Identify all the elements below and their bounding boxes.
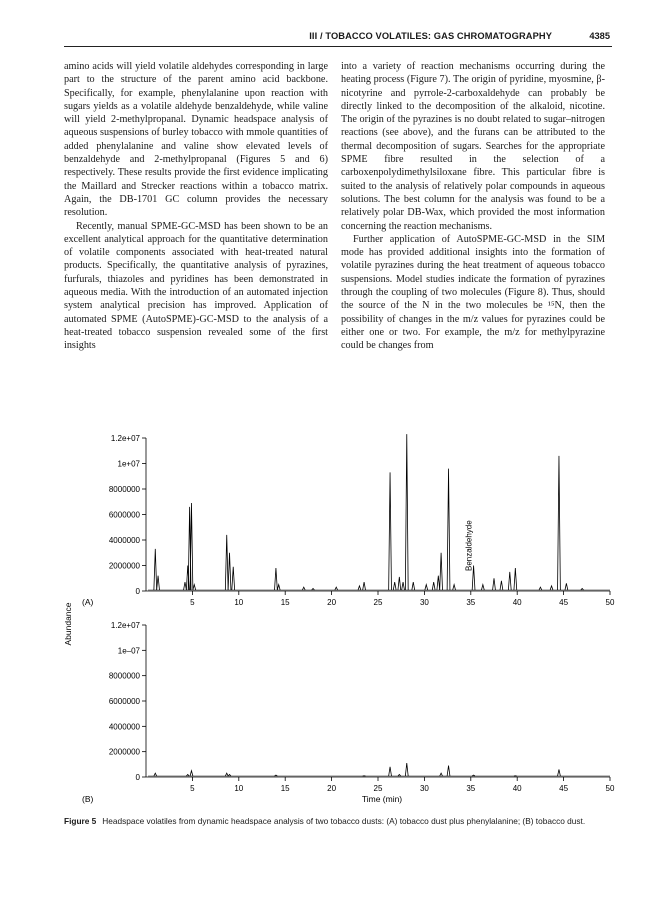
y-tick-label: 8000000 xyxy=(108,485,140,494)
chromatogram-peak xyxy=(389,767,392,776)
chromatogram-peak xyxy=(550,586,553,590)
y-tick-label: 8000000 xyxy=(108,671,140,681)
paragraph: amino acids will yield volatile aldehydes corresponding in large part to the structure of the parent amino acid backbone. Specifically, for example, phenylalanine upon reaction with sugars yields as a volatile aldehyde benzaldehyde, while valine will yield 2-methylpropanal. Dynamic headspace analysis of aqueous suspensions of burley tobacco with mmole quantities of added phenylalanine and valine show elevated levels of benzaldehyde and 2-methylpropanal (Figures 5 and 6) respectively. These results provide the first evidence implicating the Maillard and Strecker reactions within a tobacco matrix. Again, the DB-1701 GC column provides the necessary resolution. xyxy=(64,61,328,219)
figure-5 xyxy=(58,428,618,815)
x-tick-label: 25 xyxy=(373,784,383,793)
chromatogram-peak xyxy=(225,535,228,590)
y-tick-label: 4000000 xyxy=(108,722,140,732)
x-tick-label: 10 xyxy=(234,784,244,793)
chromatogram-peak xyxy=(493,578,496,590)
running-title: III / TOBACCO VOLATILES: GAS CHROMATOGRAPHY xyxy=(309,31,552,41)
y-tick-label: 2000000 xyxy=(108,747,140,757)
chromatogram-peak xyxy=(425,585,428,590)
chromatogram-peak xyxy=(500,581,503,590)
y-tick-label: 0 xyxy=(135,587,140,596)
caption-label: Figure 5 xyxy=(64,816,97,826)
x-tick-label: 5 xyxy=(190,598,195,607)
chromatogram-figure xyxy=(58,428,618,810)
y-tick-label: 1.2e+07 xyxy=(110,434,140,443)
y-tick-label: 1.2e+07 xyxy=(110,621,140,630)
chromatogram-peak xyxy=(437,576,440,590)
chromatogram-peak xyxy=(228,553,231,590)
x-tick-label: 50 xyxy=(605,598,615,607)
chromatogram-peak xyxy=(508,572,511,590)
chromatogram-peak xyxy=(402,582,405,590)
figure-caption xyxy=(64,816,616,828)
chromatogram-peak xyxy=(225,773,228,776)
chromatogram-peak xyxy=(447,766,450,776)
panel-b-label: (B) xyxy=(82,794,94,804)
chromatogram-peak xyxy=(193,585,196,590)
x-tick-label: 35 xyxy=(466,598,476,607)
chromatogram-peak xyxy=(275,568,278,590)
x-tick-label: 45 xyxy=(559,598,569,607)
left-column xyxy=(64,60,328,353)
x-tick-label: 40 xyxy=(512,598,522,607)
chromatogram-peak xyxy=(277,585,280,590)
x-tick-label: 30 xyxy=(419,784,429,793)
x-axis-title: Time (min) xyxy=(361,794,403,804)
chromatogram-peak xyxy=(358,586,361,590)
x-tick-label: 15 xyxy=(280,784,290,793)
x-tick-label: 20 xyxy=(327,598,337,607)
chromatogram-peak xyxy=(405,434,408,590)
chromatogram-peak xyxy=(363,582,366,590)
chromatogram-peak xyxy=(432,582,435,590)
chromatogram-peak xyxy=(190,503,193,590)
y-axis-title: Abundance xyxy=(63,602,73,646)
chromatogram-peak xyxy=(558,456,561,590)
page-number: 4385 xyxy=(589,31,610,41)
x-tick-label: 25 xyxy=(373,598,383,607)
chromatogram-peak xyxy=(447,469,450,590)
chromatogram-peak xyxy=(154,773,157,776)
chromatogram-peak xyxy=(405,763,408,776)
x-tick-label: 50 xyxy=(605,784,615,793)
chromatogram-peak xyxy=(514,568,517,590)
x-tick-label: 30 xyxy=(419,598,429,607)
y-tick-label: 4000000 xyxy=(108,536,140,545)
paragraph: into a variety of reaction mechanisms occurring during the heating process (Figure 7). The origin of pyridine, myosmine, β-nicotyrine and pyrrole-2-carboxaldehyde can probably be directly linked to the decomposition of the alkaloid, nicotine. The origin of the pyrazines is no doubt related to sugar–nitrogen reactions (see above), and the furans can be attributed to the thermal decomposition of sugars. Searches for the appropriate SPME fibre resulted in the selection of a carboxenpolydimethylsiloxane fibre. This particular fibre is suited to the analysis of relatively polar compounds in aqueous solutions. The best column for the analysis was found to be a relatively polar DB-Wax, which provided the most information concerning the reaction mechanisms. xyxy=(341,61,605,232)
y-tick-label: 0 xyxy=(135,773,140,782)
chromatogram-peak xyxy=(232,567,235,590)
chromatogram-peak xyxy=(558,769,561,776)
chromatogram-peak xyxy=(393,582,396,590)
chromatogram-peak xyxy=(302,587,305,590)
panel-a-label: (A) xyxy=(82,597,94,607)
y-tick-label: 2000000 xyxy=(108,561,140,571)
chromatogram-peak xyxy=(190,771,193,776)
right-column xyxy=(341,60,605,353)
peak-annotation: Benzaldehyde xyxy=(464,520,474,571)
chromatogram-peak xyxy=(440,553,443,590)
x-tick-label: 15 xyxy=(280,598,290,607)
chromatogram-peak xyxy=(481,585,484,590)
y-tick-label: 1e+07 xyxy=(117,459,140,469)
chromatogram-peak xyxy=(412,582,415,590)
paragraph: Further application of AutoSPME-GC-MSD in the SIM mode has provided additional insights into the formation of volatile pyrazines during the heat treatment of aqueous tobacco suspensions. Model studies indicate the formation of pyrazines through the coupling of two molecules (Figure 8). Thus, should the source of the N in the two molecules be ¹⁵N, then the possibility of changes in the m/z values for pyrazines could be either one or two. For example, the m/z for methylpyrazine could be changes from xyxy=(341,233,605,352)
x-tick-label: 10 xyxy=(234,598,244,607)
chromatogram-peak xyxy=(565,583,568,590)
chromatogram-peak xyxy=(389,472,392,590)
chromatogram-peak xyxy=(184,582,187,590)
paragraph: Recently, manual SPME-GC-MSD has been shown to be an excellent analytical approach for the quantitative determination of volatile components associated with heat-treated natural products. Specifically, the quantitative analysis of pyrazines, furfurals, thiazoles and pyridines has been demonstrated in aqueous media. With the introduction of an automated injection system analytical precision has improved. Application of automated SPME (AutoSPME)-GC-MSD to the analysis of a heat-treated tobacco suspension revealed some of the first insights xyxy=(64,220,328,352)
x-tick-label: 35 xyxy=(466,784,476,793)
chromatogram-peak xyxy=(157,576,160,590)
chromatogram-peak xyxy=(453,585,456,590)
y-tick-label: 6000000 xyxy=(108,510,140,520)
y-tick-label: 1e–07 xyxy=(117,646,140,656)
y-tick-label: 6000000 xyxy=(108,697,140,706)
chromatogram-peak xyxy=(440,773,443,776)
chromatogram-peak xyxy=(398,577,401,590)
caption-text: Headspace volatiles from dynamic headspace analysis of two tobacco dusts: (A) tobacco dust plus phenylalanine; (B) tobacco dust. xyxy=(102,816,586,826)
chromatogram-peak xyxy=(154,549,157,590)
x-tick-label: 40 xyxy=(512,784,522,793)
chromatogram-peak xyxy=(539,587,542,590)
chromatogram-peak xyxy=(335,587,338,590)
x-tick-label: 45 xyxy=(559,784,569,793)
x-tick-label: 5 xyxy=(190,784,195,793)
x-tick-label: 20 xyxy=(327,784,337,793)
running-header xyxy=(64,28,612,47)
